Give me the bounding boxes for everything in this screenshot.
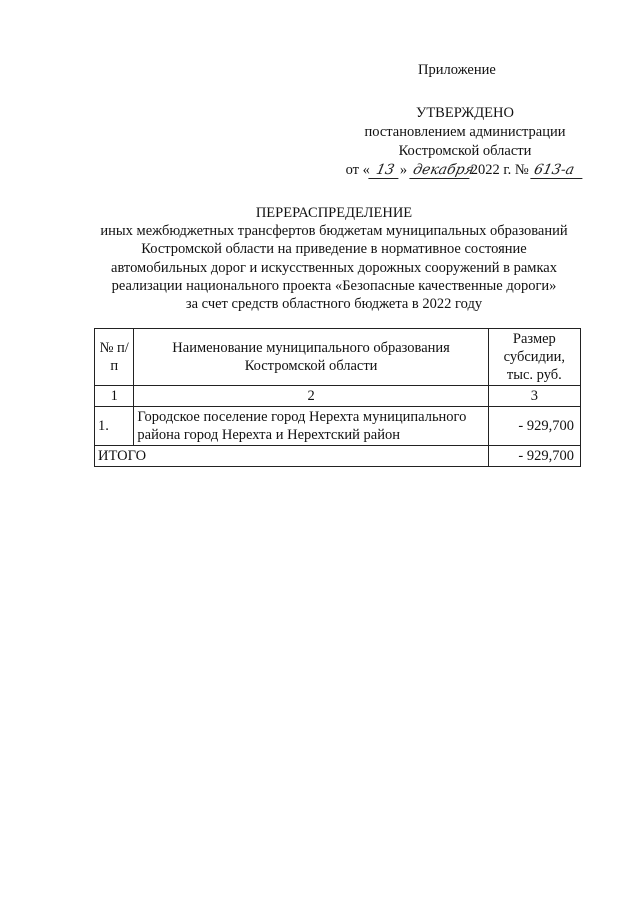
document-title bbox=[60, 204, 608, 313]
column-number: 1 bbox=[95, 386, 134, 407]
column-number: 3 bbox=[488, 386, 580, 407]
handwritten-day: 13 bbox=[368, 163, 401, 179]
approved-label: УТВЕРЖДЕНО bbox=[416, 105, 514, 121]
title-line: реализации национального проекта «Безопасные качественные дороги» bbox=[111, 277, 557, 294]
title-heading: ПЕРЕРАСПРЕДЕЛЕНИЕ bbox=[255, 205, 413, 221]
resolution-label: постановлением администрации bbox=[364, 124, 566, 140]
table-header-row bbox=[95, 329, 581, 386]
row-amount: - 929,700 bbox=[488, 407, 580, 446]
row-municipality: Городское поселение город Нерехта муниципального района город Нерехта и Нерехтский район bbox=[134, 407, 488, 446]
handwritten-month: декабря bbox=[409, 163, 472, 179]
row-number: 1. bbox=[95, 407, 134, 446]
header-municipality: Наименование муниципального образования Костромской области bbox=[134, 329, 488, 386]
region-label: Костромской области bbox=[398, 143, 532, 159]
appendix-label: Приложение bbox=[418, 62, 496, 78]
column-number: 2 bbox=[134, 386, 488, 407]
title-line: иных межбюджетных трансфертов бюджетам муниципальных образований bbox=[100, 223, 568, 240]
date-line bbox=[335, 161, 595, 180]
header-amount: Размер субсидии, тыс. руб. bbox=[488, 329, 580, 386]
title-line: за счет средств областного бюджета в 2022 году bbox=[185, 296, 483, 313]
handwritten-number: 613-а bbox=[531, 163, 586, 179]
title-line: Костромской области на приведение в нормативное состояние bbox=[141, 241, 527, 258]
table-row bbox=[95, 407, 581, 446]
header-number: № п/п bbox=[95, 329, 134, 386]
subsidy-table bbox=[94, 328, 581, 467]
total-label: ИТОГО bbox=[95, 446, 489, 467]
date-year: 2022 г. № bbox=[470, 162, 529, 178]
approval-block bbox=[335, 104, 595, 180]
date-mid: » bbox=[399, 162, 408, 178]
column-numbers-row bbox=[95, 386, 581, 407]
title-line: автомобильных дорог и искусственных дорожных сооружений в рамках bbox=[111, 259, 557, 276]
date-prefix: от « bbox=[345, 162, 370, 178]
total-row bbox=[95, 446, 581, 467]
total-amount: - 929,700 bbox=[488, 446, 580, 467]
